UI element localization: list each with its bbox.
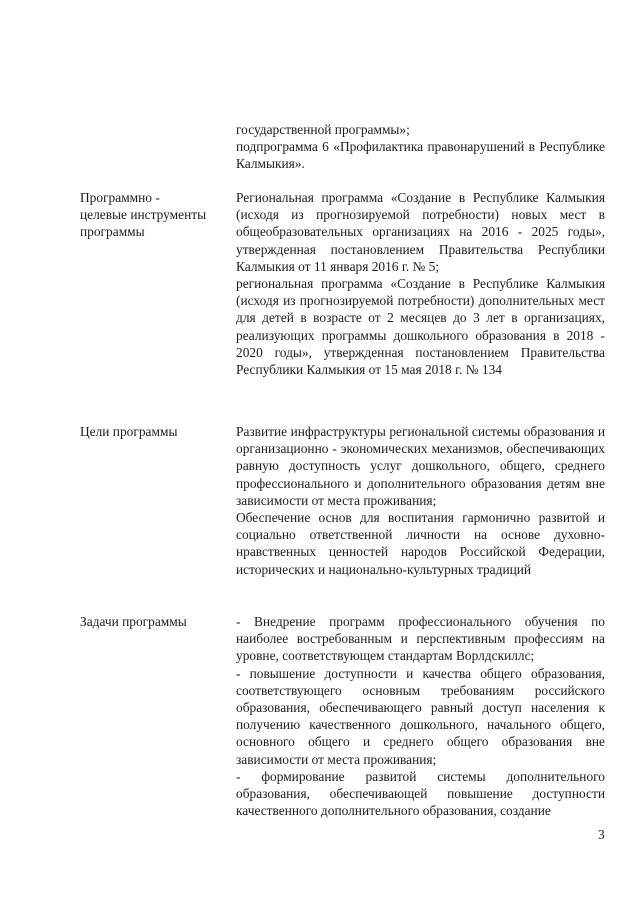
row-paragraph: Обеспечение основ для воспитания гармонично развитой и социально ответственной личности на основе духовно-нравственных ценностей народов Российской Федерации, исторических и национально-культурных традиций: [236, 510, 605, 577]
row-paragraph: Региональная программа «Создание в Республике Калмыкия (исходя из прогнозируемой потребности) новых мест в общеобразовательных организациях на 2016 - 2025 годы», утвержденная постановлением Правительства Республики Калмыкия от 11 января 2016 г. № 5;: [236, 190, 605, 274]
row-paragraph: - повышение доступности и качества общего образования, соответствующего основным требованиям российского образования, обеспечивающего равный доступ населения к получению качественного дошкольного, начального общего, основного общего и среднего общего образования вне зависимости от места проживания;: [236, 665, 605, 767]
row-label: [80, 613, 230, 630]
continuation-line: государственной программы»;: [236, 122, 410, 137]
subprogram-continuation: [236, 121, 605, 173]
row-label-line: Программно -: [80, 190, 160, 205]
row-body: [236, 189, 605, 378]
row-body: [236, 613, 605, 819]
row-label-line: программы: [80, 224, 145, 240]
row-label-line: Задачи программы: [80, 614, 187, 629]
row-paragraph: - Внедрение программ профессионального обучения по наиболее востребованным и перспективным профессиям на уровне, соответствующем стандартам Ворлдскиллс;: [236, 614, 605, 664]
row-paragraph: - формирование развитой системы дополнительного образования, обеспечивающей повышение доступности качественного дополнительного образования, создание: [236, 768, 605, 819]
row-paragraph: региональная программа «Создание в Республике Калмыкия (исходя из прогнозируемой потребности) дополнительных мест для детей в возрасте от 2 месяцев до 3 лет в организациях, реализующих программы дошкольного образования в 2018 - 2020 годы», утвержденная постановлением Правительства Республики Калмыкия от 15 мая 2018 г. № 134: [236, 276, 605, 378]
page-number: 3: [598, 827, 605, 842]
row-label: [80, 423, 230, 440]
row-paragraph: Развитие инфраструктуры региональной системы образования и организационно - экономических механизмов, обеспечивающих равную доступность услуг дошкольного, общего, среднего профессионального и дополнительного образования детям вне зависимости от места проживания;: [236, 424, 605, 508]
row-label-line: целевые инструменты: [80, 207, 207, 223]
continuation-line: подпрограмма 6 «Профилактика правонарушений в Республике Калмыкия».: [236, 139, 605, 172]
row-label-line: Цели программы: [80, 424, 178, 439]
row-label: [80, 189, 230, 241]
row-body: [236, 423, 605, 578]
